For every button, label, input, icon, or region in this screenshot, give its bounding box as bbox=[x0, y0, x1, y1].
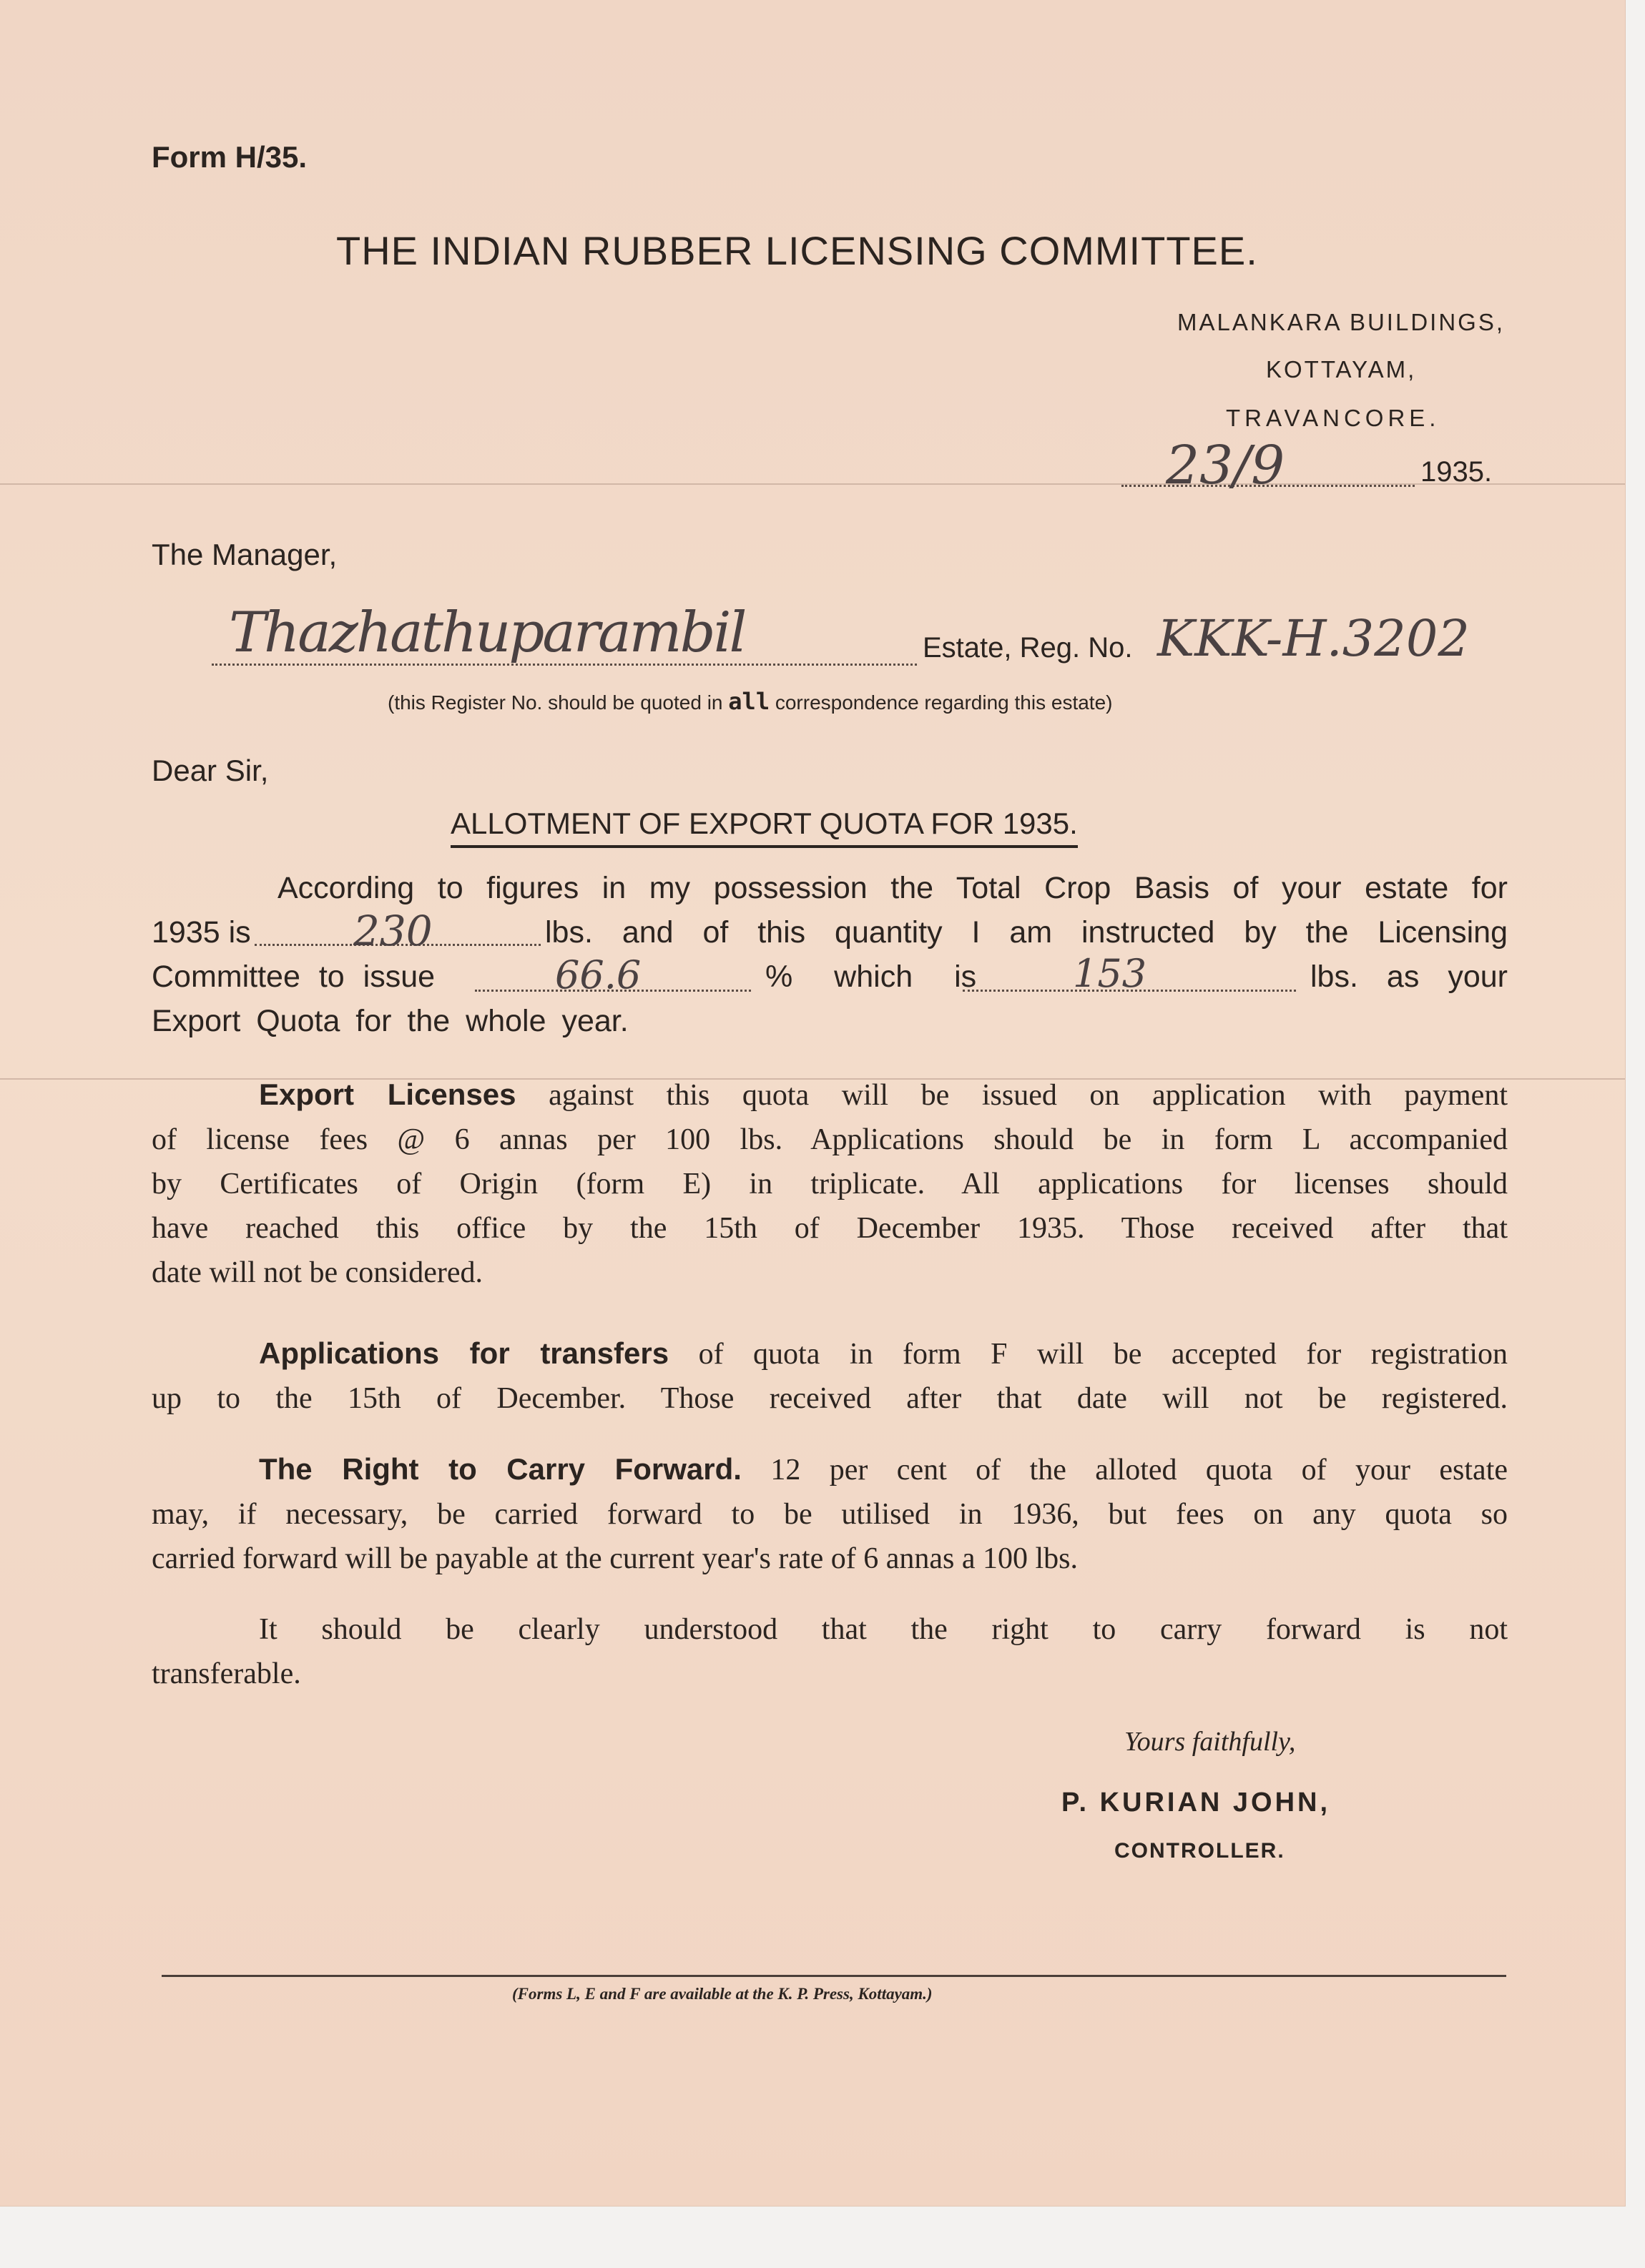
salutation: Dear Sir, bbox=[152, 754, 269, 787]
closing: Yours faithfully, bbox=[1124, 1727, 1296, 1757]
carry-forward-line-1: 12 per cent of the alloted quota of your estate bbox=[770, 1454, 1508, 1486]
transfers-line-2: up to the 15th of December. Those received after that date will not be registered. bbox=[152, 1382, 1508, 1415]
quota-line-2-rest bbox=[545, 915, 1508, 950]
carry-forward-bold: The Right to Carry Forward. bbox=[259, 1452, 742, 1486]
register-note-text-end: correspondence regarding this estate) bbox=[770, 691, 1113, 714]
handwritten-quota-lbs: 153 bbox=[1073, 951, 1147, 996]
licenses-paragraph bbox=[152, 1073, 1508, 1295]
transfers-paragraph bbox=[152, 1331, 1508, 1421]
handwritten-reg-no: KKK-H.3202 bbox=[1157, 609, 1470, 668]
signatory-title: CONTROLLER. bbox=[1114, 1839, 1285, 1863]
licenses-line-1: against this quota will be issued on application with payment bbox=[549, 1079, 1508, 1112]
carry-forward-line-2: may, if necessary, be carried forward to be utilised in 1936, but fees on any quota so bbox=[152, 1498, 1508, 1531]
quota-line-3-label: Committee to issue bbox=[152, 960, 436, 994]
quota-text-3: lbs. as your bbox=[1310, 960, 1508, 994]
address-line-2: KOTTAYAM, bbox=[1266, 356, 1417, 383]
address-line-1: MALANKARA BUILDINGS, bbox=[1177, 309, 1505, 335]
carry-forward-line-3: carried forward will be payable at the current year's rate of 6 annas a 100 lbs. bbox=[152, 1542, 1079, 1575]
licenses-line-2: of license fees @ 6 annas per 100 lbs. Applications should be in form L accompanied bbox=[152, 1123, 1508, 1156]
carry-forward-paragraph bbox=[152, 1447, 1508, 1581]
subject-heading: ALLOTMENT OF EXPORT QUOTA FOR 1935. bbox=[451, 807, 1078, 848]
quota-line-3-end bbox=[1310, 960, 1508, 995]
quota-line-1 bbox=[152, 871, 1508, 906]
transfers-line-1: of quota in form F will be accepted for registration bbox=[698, 1338, 1508, 1371]
not-transferable-line-1: It should be clearly understood that the right to carry forward is not bbox=[259, 1613, 1508, 1646]
licenses-bold: Export Licenses bbox=[259, 1078, 516, 1111]
register-note bbox=[388, 688, 1112, 715]
handwritten-crop-basis: 230 bbox=[353, 907, 433, 955]
quota-text-1: According to figures in my possession the Total Crop Basis of your estate for bbox=[278, 871, 1508, 905]
date-year: 1935. bbox=[1420, 456, 1493, 488]
address-line-3: TRAVANCORE. bbox=[1226, 405, 1440, 431]
quota-text-2: lbs. and of this quantity I am instructed by the Licensing bbox=[545, 915, 1508, 950]
footer-rule bbox=[162, 1975, 1506, 1977]
licenses-line-5: date will not be considered. bbox=[152, 1256, 483, 1289]
licenses-line-3: by Certificates of Origin (form E) in triplicate. All applications for licenses should bbox=[152, 1168, 1508, 1200]
quota-line-2-label: 1935 is bbox=[152, 915, 251, 950]
handwritten-estate-name: Thazhathuparambil bbox=[229, 601, 745, 665]
footer-note: (Forms L, E and F are available at the K. P. Press, Kottayam.) bbox=[512, 1985, 933, 2003]
signatory-name: P. KURIAN JOHN, bbox=[1061, 1788, 1331, 1818]
licenses-line-4: have reached this office by the 15th of December 1935. Those received after that bbox=[152, 1212, 1508, 1245]
not-transferable-line-2: transferable. bbox=[152, 1657, 301, 1690]
register-note-bold: all bbox=[728, 688, 770, 715]
handwritten-percent: 66.6 bbox=[555, 952, 642, 997]
handwritten-date: 23/9 bbox=[1166, 435, 1285, 496]
register-note-text: (this Register No. should be quoted in bbox=[388, 691, 729, 714]
not-transferable-paragraph bbox=[152, 1607, 1508, 1696]
form-number: Form H/35. bbox=[152, 140, 308, 174]
quota-line-4: Export Quota for the whole year. bbox=[152, 1004, 629, 1038]
quota-line-3-mid: % which is bbox=[765, 960, 977, 994]
committee-title: THE INDIAN RUBBER LICENSING COMMITTEE. bbox=[336, 228, 1258, 273]
transfers-bold: Applications for transfers bbox=[259, 1336, 669, 1370]
addressee: The Manager, bbox=[152, 538, 338, 571]
estate-label: Estate, Reg. No. bbox=[923, 632, 1133, 664]
